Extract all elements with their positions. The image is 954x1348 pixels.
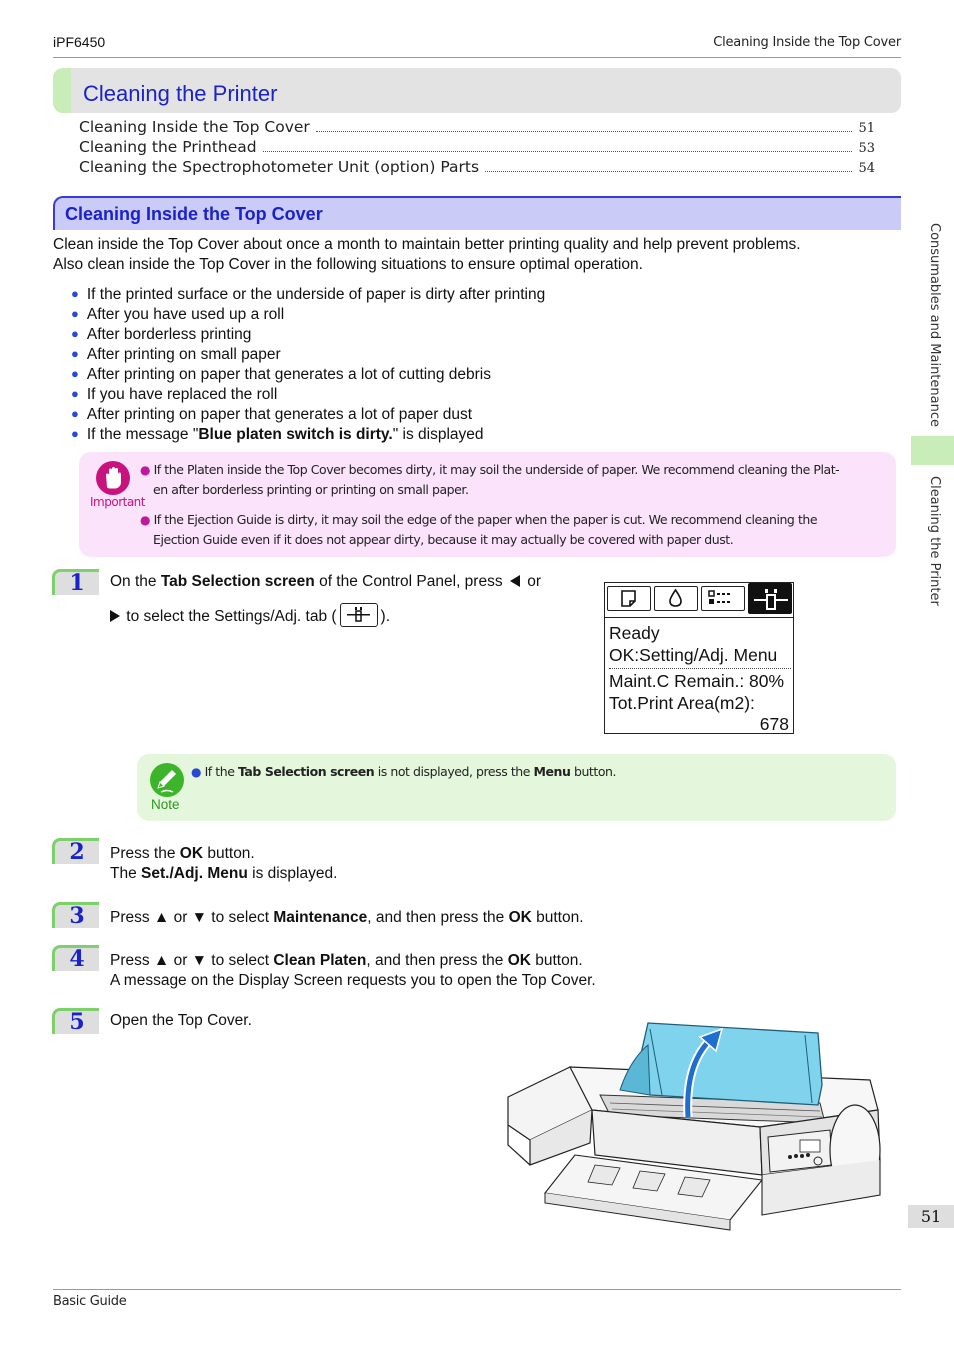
step-2-line-1: Press the OK button. <box>110 845 255 862</box>
step-5-text: Open the Top Cover. <box>110 1012 252 1029</box>
chapter-accent <box>53 68 71 113</box>
section-heading-bar <box>53 196 901 230</box>
important-hand-icon <box>95 460 131 496</box>
step-4-line-1: Press ▲ or ▼ to select Clean Platen, and then press the OK button. <box>110 952 583 969</box>
toc-entry[interactable] <box>79 158 875 176</box>
lcd-line-ok-menu: OK:Setting/Adj. Menu <box>609 645 778 665</box>
lcd-line-maint-remain: Maint.C Remain.: 80% <box>609 671 785 691</box>
step-number-4: 4 <box>52 945 99 971</box>
note-item: ● If the Tab Selection screen is not displayed, press the Menu button. <box>191 764 617 779</box>
step-number-2: 2 <box>52 838 99 864</box>
lcd-line-print-area-value: 678 <box>759 714 789 734</box>
bullet-icon: ● <box>71 346 79 361</box>
lcd-tab-ink[interactable] <box>654 586 698 611</box>
toc-label: Cleaning the Spectrophotometer Unit (option) Parts <box>79 158 480 176</box>
footer-title: Basic Guide <box>53 1294 127 1309</box>
page-number: 51 <box>908 1205 954 1228</box>
lcd-divider <box>609 668 791 669</box>
note-pencil-icon <box>149 762 185 798</box>
toc-leader <box>263 150 853 152</box>
chapter-title-box <box>53 68 901 113</box>
important-item-2: ● If the Ejection Guide is dirty, it may soil the edge of the paper when the paper is cut. We recommend cleaning the Ejection Guide even if it does not appear dirty, because it may actually be covered with paper dust. <box>140 512 818 547</box>
step-1-line-2: to select the Settings/Adj. tab ( ). <box>110 603 390 627</box>
lcd-tab-row <box>605 583 793 618</box>
bullet-icon: ● <box>191 765 202 779</box>
header-divider <box>53 57 901 58</box>
intro-paragraph-1: Clean inside the Top Cover about once a month to maintain better printing quality and help prevent problems. <box>53 236 801 253</box>
important-box <box>79 452 896 557</box>
intro-paragraph-2: Also clean inside the Top Cover in the following situations to ensure optimal operation. <box>53 256 643 273</box>
important-item-1: ● If the Platen inside the Top Cover becomes dirty, it may soil the underside of paper. We recommend cleaning the Plat- en after borderless printing or printing on small paper. <box>140 462 840 497</box>
bullet-icon: ● <box>71 286 79 301</box>
list-item: ● After printing on paper that generates a lot of paper dust <box>71 406 473 423</box>
chapter-title: Cleaning the Printer <box>83 81 278 106</box>
step-4-line-2: A message on the Display Screen requests you to open the Top Cover. <box>110 972 596 989</box>
bullet-icon: ● <box>71 386 79 401</box>
toc-page: 53 <box>858 141 875 156</box>
sidebar-green-tab <box>911 436 954 465</box>
bullet-icon: ● <box>71 306 79 321</box>
header-model: iPF6450 <box>53 34 106 50</box>
note-label: Note <box>151 797 180 812</box>
bullet-icon: ● <box>71 366 79 381</box>
bullet-icon: ● <box>71 326 79 341</box>
bullet-icon: ● <box>140 513 151 527</box>
lcd-display <box>604 582 794 734</box>
sidebar-chapter-label: Consumables and Maintenance <box>927 223 942 427</box>
note-box <box>137 754 896 821</box>
bullet-icon: ● <box>140 463 151 477</box>
settings-adj-tab-icon <box>340 603 378 627</box>
lcd-tab-settings-adj[interactable] <box>748 583 792 614</box>
right-arrow-icon <box>110 610 120 622</box>
list-item: ● After printing on small paper <box>71 346 281 363</box>
step-number-3: 3 <box>52 902 99 928</box>
step-1-line-1: On the Tab Selection screen of the Control Panel, press or <box>110 573 541 590</box>
lcd-tab-paper[interactable] <box>607 586 651 611</box>
toc-entry[interactable] <box>79 138 875 156</box>
toc-entry[interactable] <box>79 118 875 136</box>
bullet-icon: ● <box>71 406 79 421</box>
step-2-line-2: The Set./Adj. Menu is displayed. <box>110 865 338 882</box>
important-label: Important <box>90 495 145 509</box>
lcd-line-ready: Ready <box>609 623 660 643</box>
step-3-text: Press ▲ or ▼ to select Maintenance, and then press the OK button. <box>110 909 584 926</box>
toc-leader <box>316 130 853 132</box>
list-item: ● If the message "Blue platen switch is dirty." is displayed <box>71 426 484 443</box>
toc-label: Cleaning Inside the Top Cover <box>79 118 310 136</box>
toc-leader <box>485 170 852 172</box>
toc-label: Cleaning the Printhead <box>79 138 257 156</box>
list-item: ● After printing on paper that generates a lot of cutting debris <box>71 366 491 383</box>
sidebar-section-label: Cleaning the Printer <box>927 476 942 606</box>
left-arrow-icon <box>510 575 520 587</box>
lcd-line-print-area: Tot.Print Area(m2): <box>609 693 755 713</box>
section-title: Cleaning Inside the Top Cover <box>65 204 323 224</box>
list-item: ● After borderless printing <box>71 326 252 343</box>
header-section: Cleaning Inside the Top Cover <box>713 35 901 50</box>
list-item: ● If the printed surface or the underside of paper is dirty after printing <box>71 286 546 303</box>
bullet-icon: ● <box>71 426 79 441</box>
toc-page: 54 <box>858 161 875 176</box>
printer-open-cover-illustration <box>500 1015 890 1235</box>
lcd-tab-job[interactable] <box>701 586 745 611</box>
footer-divider <box>53 1289 901 1290</box>
step-number-5: 5 <box>52 1008 99 1034</box>
list-item: ● If you have replaced the roll <box>71 386 278 403</box>
list-item: ● After you have used up a roll <box>71 306 285 323</box>
step-number-1: 1 <box>52 569 99 595</box>
toc-page: 51 <box>858 121 875 136</box>
